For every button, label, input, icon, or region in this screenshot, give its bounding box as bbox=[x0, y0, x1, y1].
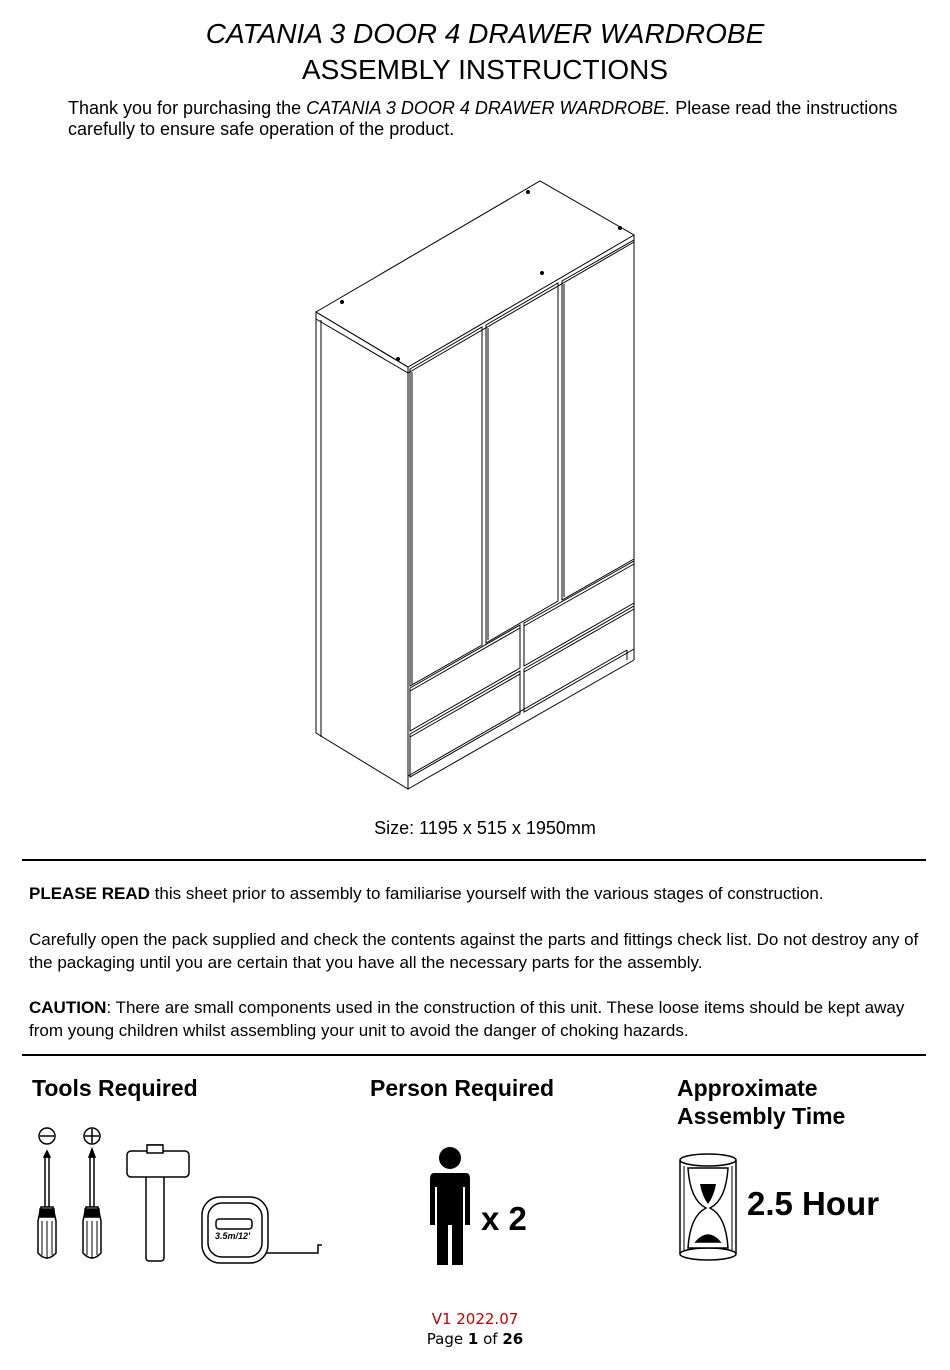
please-read-label: PLEASE READ bbox=[29, 884, 150, 903]
time-heading bbox=[677, 1074, 845, 1130]
caution-text: : There are small components used in the construction of this unit. These loose items should be kept away from young children whilst assembling your unit to avoid the danger of choking hazards. bbox=[29, 998, 905, 1040]
caution-label: CAUTION bbox=[29, 998, 107, 1017]
page-current: 1 bbox=[467, 1330, 479, 1348]
please-read-text: this sheet prior to assembly to familiarise yourself with the various stages of construction. bbox=[149, 884, 824, 903]
page-total: 26 bbox=[502, 1330, 524, 1348]
version-label: V1 2022.07 bbox=[431, 1310, 519, 1328]
open-pack-note: Carefully open the pack supplied and check the contents against the parts and fittings check list. Do not destroy any of the packaging until you are certain that you have all the necessary parts for the assembly. bbox=[29, 930, 919, 972]
page-number bbox=[0, 1330, 950, 1348]
phillips-screwdriver-icon bbox=[75, 1125, 109, 1265]
time-heading-line1: Approximate bbox=[677, 1075, 818, 1101]
intro-suffix: Please read the instructions carefully to ensure safe operation of the product. bbox=[68, 98, 898, 139]
caution-note bbox=[29, 996, 929, 1042]
time-heading-line2: Assembly Time bbox=[677, 1103, 846, 1129]
person-icon bbox=[428, 1145, 476, 1267]
product-size: Size: 1195 x 515 x 1950mm bbox=[374, 818, 596, 838]
page-of: of bbox=[483, 1330, 498, 1348]
please-read-note bbox=[29, 882, 929, 905]
flathead-screwdriver-icon bbox=[30, 1125, 64, 1265]
divider-bottom bbox=[22, 1054, 926, 1056]
document-subtitle: ASSEMBLY INSTRUCTIONS bbox=[301, 54, 669, 85]
tape-measure-icon bbox=[200, 1195, 325, 1265]
tape-measure-label: 3.5m/12' bbox=[215, 1231, 251, 1241]
tools-heading: Tools Required bbox=[32, 1075, 198, 1101]
person-heading: Person Required bbox=[370, 1075, 555, 1101]
hammer-icon bbox=[125, 1143, 195, 1265]
hourglass-icon bbox=[676, 1150, 740, 1262]
document-title: CATANIA 3 DOOR 4 DRAWER WARDROBE bbox=[205, 18, 765, 49]
intro-product-name: CATANIA 3 DOOR 4 DRAWER WARDROBE. bbox=[306, 98, 671, 118]
divider-top bbox=[22, 859, 926, 861]
assembly-time: 2.5 Hour bbox=[747, 1185, 880, 1222]
page-word: Page bbox=[426, 1330, 464, 1348]
person-count: x 2 bbox=[481, 1200, 527, 1237]
intro-prefix: Thank you for purchasing the bbox=[68, 98, 307, 118]
